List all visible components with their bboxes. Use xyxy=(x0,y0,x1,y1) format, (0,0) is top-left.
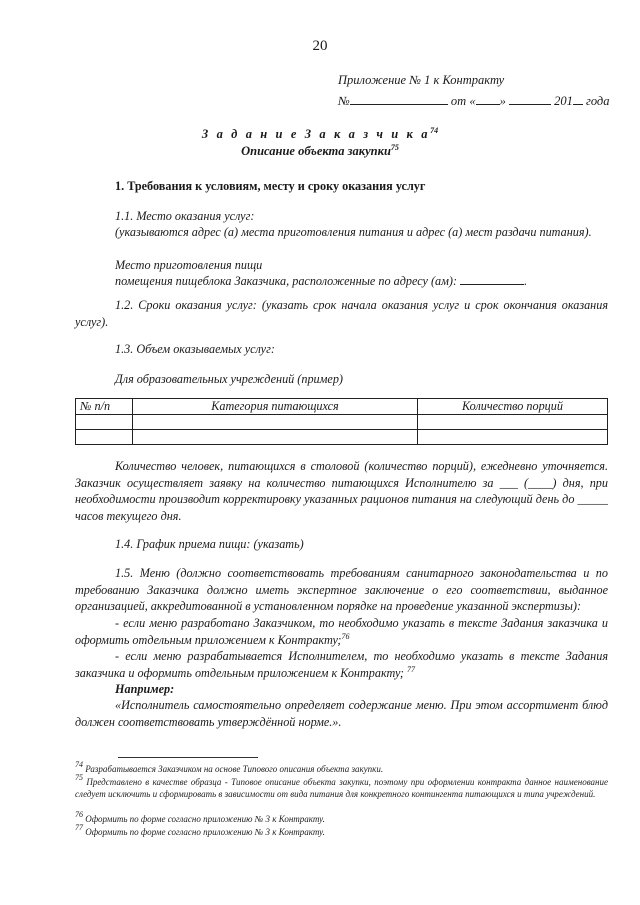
s11-label: 1.1. Место оказания услуг: xyxy=(115,209,255,223)
header-num: № п/п xyxy=(76,399,133,415)
table-cell xyxy=(418,430,608,445)
day-blank xyxy=(476,93,500,105)
table-cell xyxy=(76,430,133,445)
table-cell xyxy=(76,415,133,430)
s15-option-contractor: - если меню разрабатывается Исполнителем, то необходимо указать в тексте Задания заказчика и оформить отдельным приложением к Контракту; $^{77}$ xyxy=(75,649,608,680)
s11-text: (указываются адрес (а) места приготовления питания и адрес (а) мест раздачи питания). xyxy=(115,225,592,239)
footnote-74: $^{74}$ Разрабатывается Заказчиком на основе Типового описания объекта закупки. xyxy=(75,760,384,774)
table-cell xyxy=(133,430,418,445)
footnote-ref-77: 77 xyxy=(407,664,416,674)
header-category: Категория питающихся xyxy=(133,399,418,415)
footnote-separator xyxy=(118,757,258,758)
appendix-title: Приложение № 1 к Контракту xyxy=(338,73,505,87)
appendix-number-line xyxy=(338,93,610,109)
table-header-row xyxy=(76,399,608,415)
table-cell xyxy=(133,415,418,430)
s11-sub1: Место приготовления пищи xyxy=(115,258,263,272)
table-row xyxy=(76,415,608,430)
address-blank xyxy=(460,273,524,285)
appendix-quote: » xyxy=(499,94,506,108)
month-blank xyxy=(509,93,551,105)
s15-paragraph: 1.5. Меню (должно соответствовать требованиям санитарного законодательства и по требованию Заказчика должно иметь экспертное заключение о его соответствии, выданное организацией, аккредитованной в установленном порядке на проведение указанной экспертизы): xyxy=(75,566,608,614)
s15-option-customer: - если меню разработано Заказчиком, то необходимо указать в тексте Задания заказчика и оформить отдельным приложением к Контракту;$^{76}$ xyxy=(75,616,608,647)
appendix-year: 201 xyxy=(554,94,573,108)
count-paragraph: Количество человек, питающихся в столовой (количество порций), ежедневно уточняется. Заказчик осуществляет заявку на количество питающихся Исполнителю за ___ (____) дня, при необходимости производит корректировку указанных рационов питания на следующий день до _____ часов текущего дня. xyxy=(75,459,608,523)
footnote-ref-74: 74 xyxy=(430,126,439,135)
footnote-ref-76: 76 xyxy=(341,631,350,641)
year-blank xyxy=(573,93,583,105)
s13-label: 1.3. Объем оказываемых услуг: xyxy=(115,342,275,356)
appendix-from: от « xyxy=(450,94,476,108)
s14-text: 1.4. График приема пищи: (указать) xyxy=(115,537,304,551)
number-blank xyxy=(350,93,448,105)
example-label: Для образовательных учреждений (пример) xyxy=(115,372,343,386)
appendix-no: № xyxy=(338,94,350,108)
s12-text: 1.2. Сроки оказания услуг: (указать срок начала оказания услуг и срок окончания оказания услуг). xyxy=(75,298,608,329)
portions-table xyxy=(75,398,608,445)
footnote-77: $^{77}$ Оформить по форме согласно приложению № 3 к Контракту. xyxy=(75,823,325,837)
document-subtitle: Описание объекта закупки$^{75}$ xyxy=(241,143,399,158)
s11-sub2: помещения пищеблока Заказчика, расположенные по адресу (ам): . xyxy=(115,274,528,288)
footnote-ref-75: 75 xyxy=(390,143,399,152)
page-number: 20 xyxy=(312,38,328,54)
table-row xyxy=(76,430,608,445)
section-1-heading: 1. Требования к условиям, месту и сроку оказания услуг xyxy=(115,179,426,193)
example-quote: «Исполнитель самостоятельно определяет содержание меню. При этом ассортимент блюд должен соответствовать утверждённой норме.». xyxy=(75,698,608,729)
appendix-year-word: года xyxy=(585,94,610,108)
example-heading: Например: xyxy=(115,682,175,696)
table-cell xyxy=(418,415,608,430)
header-portions: Количество порций xyxy=(418,399,608,415)
footnote-75: $^{75}$ Представлено в качестве образца - Типовое описание объекта закупки, поэтому при оформлении контракта данное наименование следует исключить и сформировать в зависимости от вида питания для конкретного контингента питающихся и типа учреждений. xyxy=(75,773,609,799)
footnote-76: $^{76}$ Оформить по форме согласно приложению № 3 к Контракту. xyxy=(75,810,325,824)
document-title: З а д а н и е З а к а з ч и к $а^{74}$ xyxy=(201,126,439,141)
